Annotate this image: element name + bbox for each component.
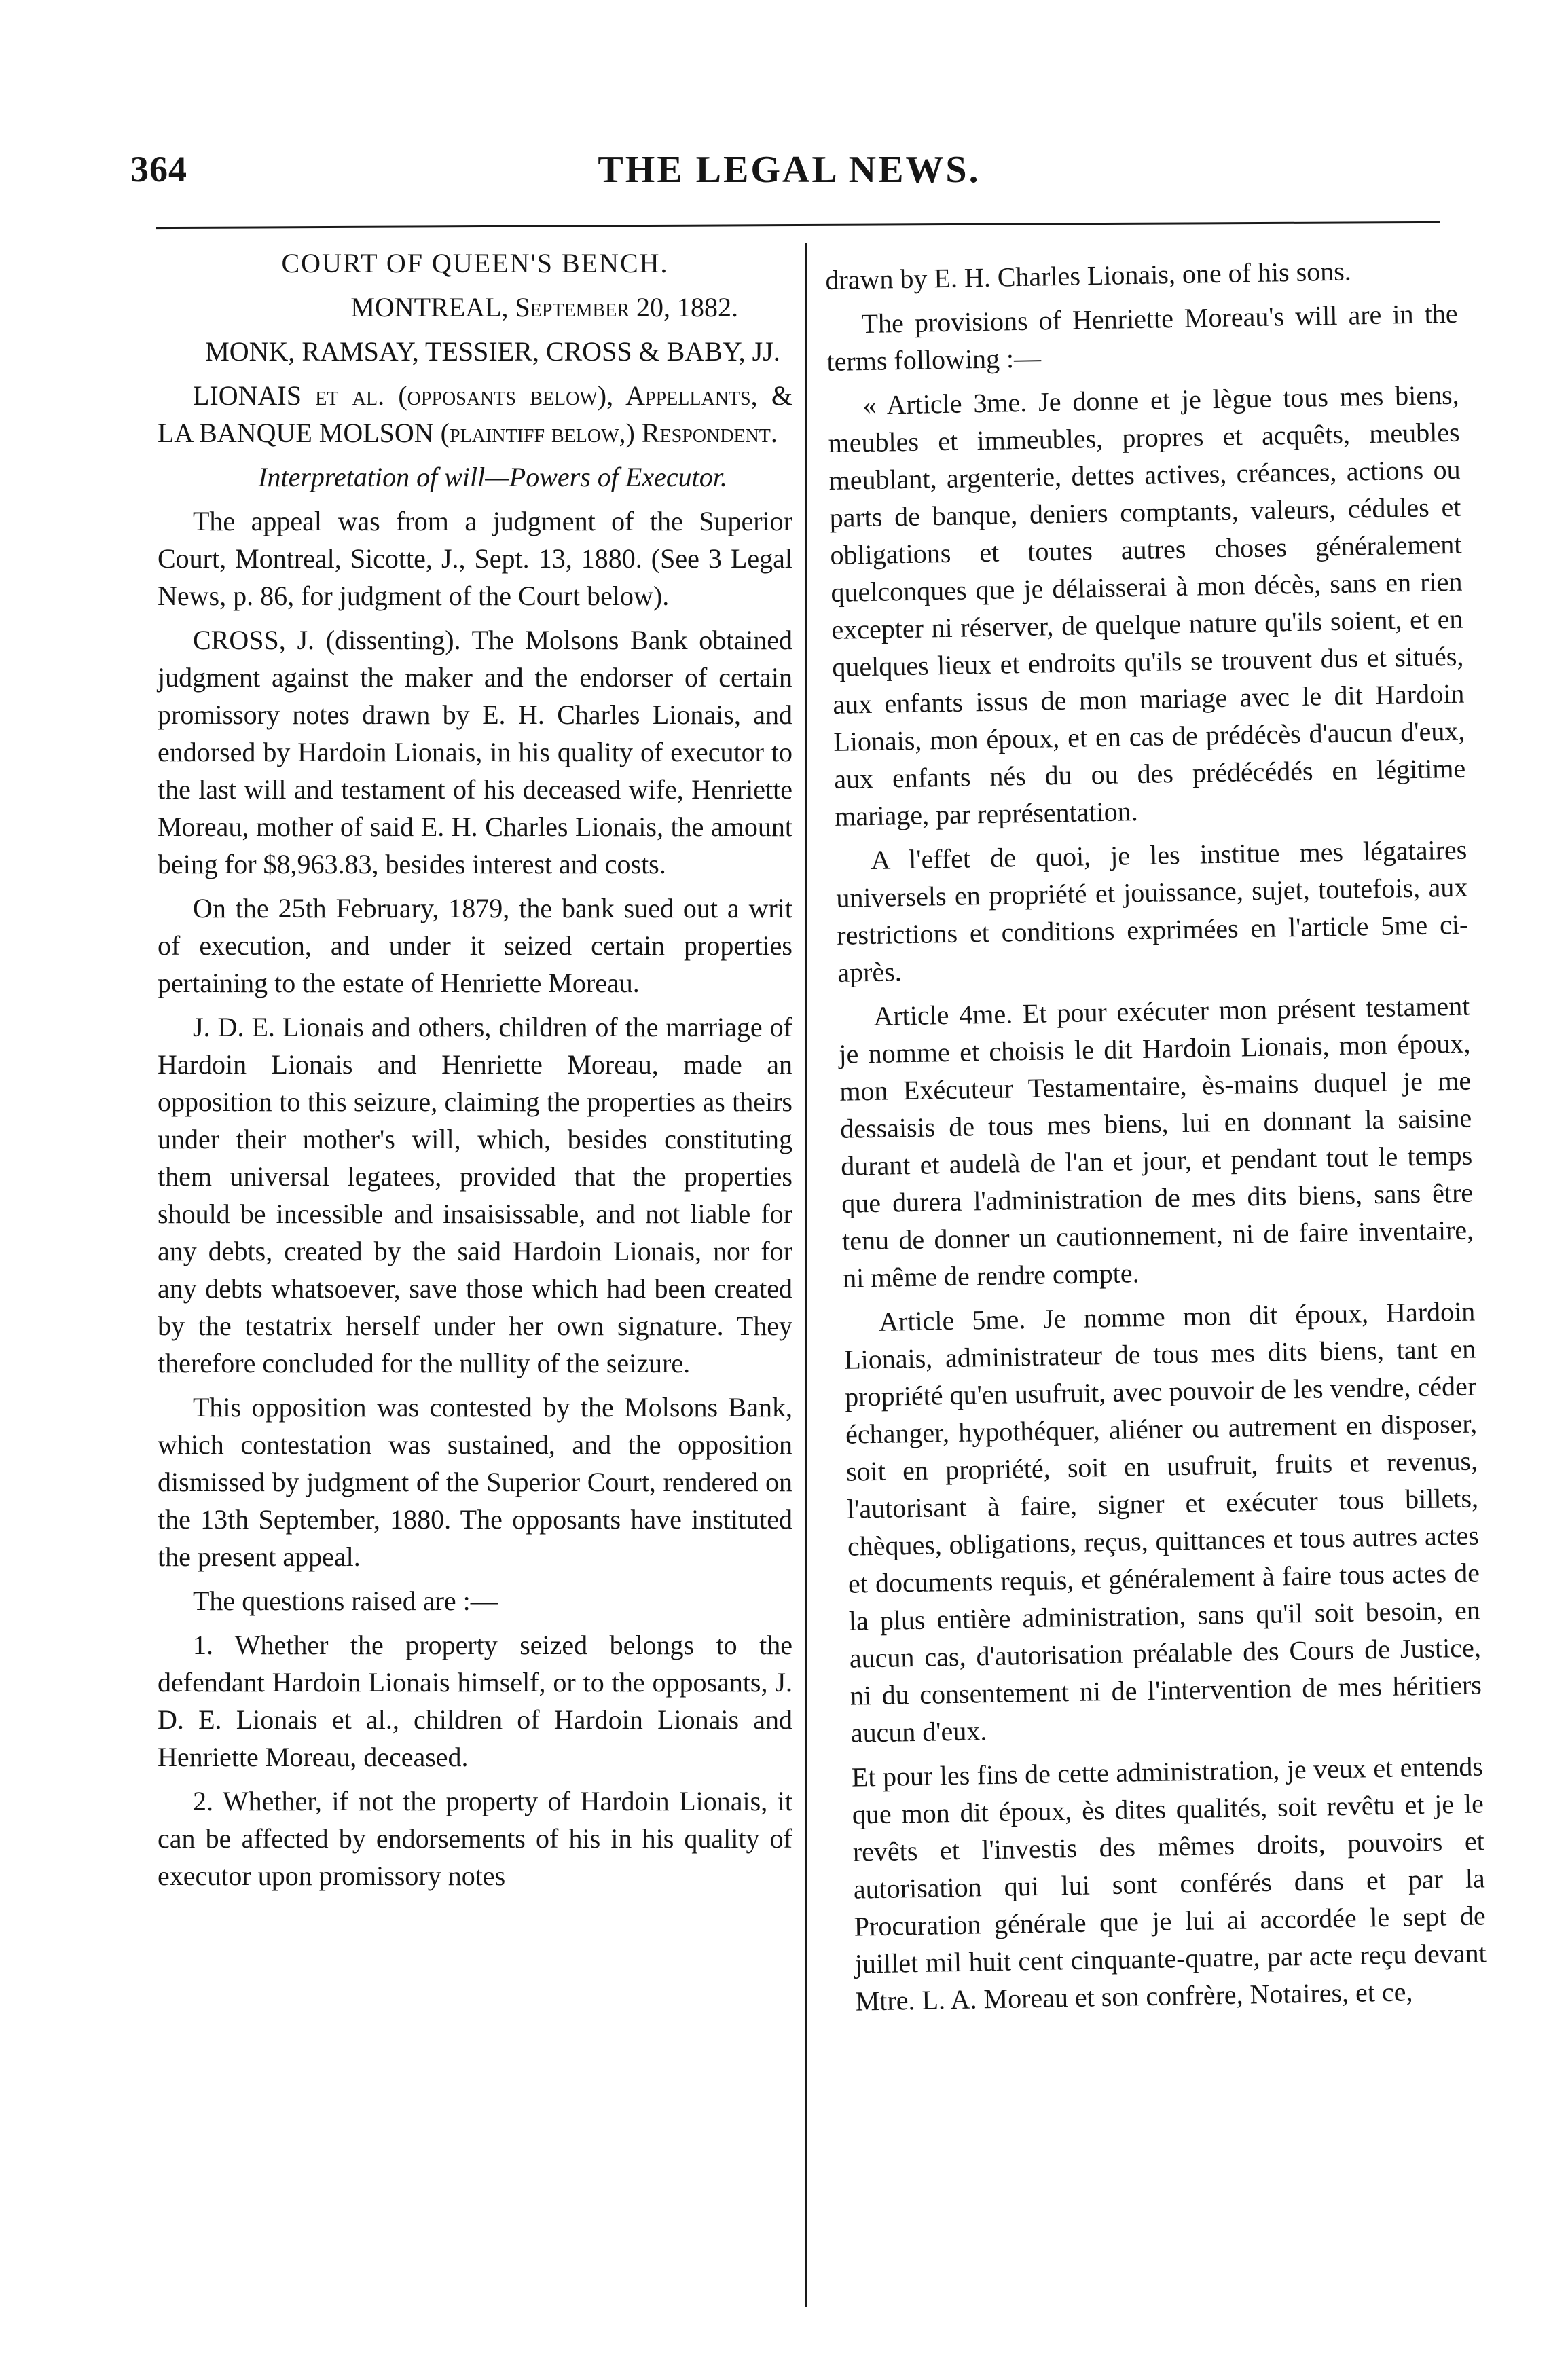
paragraph: This opposition was contested by the Molsons Bank, which contestation was sustained, and the opposition dismissed by judgment of the Superior Court, rendered on the 13th September, 1880. The opposants have instituted the present appeal.: [158, 1392, 792, 1572]
page-header: [130, 148, 1448, 202]
will-article-5: Article 5me. Je nomme mon dit époux, Hardoin Lionais, administrateur de tous mes dits biens, tant en propriété qu'en usufruit, avec pouvoir de les vendre, céder échanger, hypothéquer, aliéner ou autrement en disposer, soit en propriété, soit en usufruit, fruits et revenus, l'autorisant à faire, signer et exécuter tous billets, chèques, obligations, reçus, quittances et tous autres actes et documents requis, et généralement à faire tous actes de la plus entière administration, sans qu'il soit besoin, en aucun cas, d'autorisation préalable des Cours de Justice, ni du consentement ni de l'intervention de mes héritiers aucun d'eux.: [843, 1296, 1482, 1749]
court-heading: COURT OF QUEEN'S BENCH.: [281, 248, 669, 278]
right-column: [825, 251, 1487, 2027]
date-line: MONTREAL, September 20, 1882.: [350, 292, 738, 323]
paragraph: CROSS, J. (dissenting). The Molsons Bank obtained judgment against the maker and the endorser of certain promissory notes drawn by E. H. Charles Lionais, and endorsed by Hardoin Lionais, in his quality of executor to the last will and testament of his deceased wife, Henriette Moreau, mother of said E. H. Charles Lionais, the amount being for $8,963.83, besides interest and costs.: [158, 625, 792, 879]
paragraph: J. D. E. Lionais and others, children of the marriage of Hardoin Lionais and Henriette Moreau, made an opposition to this seizure, claiming the properties as theirs under their mother's will, which, besides constituting them universal legatees, provided that the properties should be incessible and insaisissable, and not liable for any debts, created by the said Hardoin Lionais, nor for any debts whatsoever, save those which had been created by the testatrix herself under her own signature. They therefore concluded for the nullity of the seizure.: [158, 1012, 792, 1378]
will-article-3: « Article 3me. Je donne et je lègue tous mes biens, meubles et immeubles, propres et acquêts, meubles meublant, argenterie, dettes actives, créances, actions ou parts de banque, deniers comptants, valeurs, cédules et obligations et toutes autres choses généralement quelconques que je délaisserai à mon décès, sans en rien excepter ni réserver, de quelque nature qu'ils soient, et en quelques lieux et endroits qu'ils se trouvent dus et situés, aux enfants issus de mon mariage avec le dit Hardoin Lionais, mon époux, et en cas de prédécès d'aucun d'eux, aux enfants nés du ou des prédécédés en légitime mariage, par représentation.: [828, 379, 1466, 832]
column-divider: [805, 243, 807, 2307]
paragraph: A l'effet de quoi, je les institue mes légataires universels en propriété et jouissance, sujet, toutefois, aux restrictions et conditions exprimées en l'article 5me ci-après.: [835, 834, 1469, 988]
question-2: 2. Whether, if not the property of Hardoin Lionais, it can be affected by endorsements of his in his quality of executor upon promissory notes: [158, 1786, 792, 1891]
paragraph: drawn by E. H. Charles Lionais, one of his sons.: [825, 255, 1352, 295]
paragraph: The questions raised are :—: [193, 1586, 498, 1616]
will-article-4: Article 4me. Et pour exécuter mon présent testament je nomme et choisis le dit Hardoin Lionais, mon époux, mon Exécuteur Testamentaire, ès-mains duquel je me dessaisis de tous mes biens, lui en donnant la saisine durant et audelà de l'an et jour, et pendant tout le temps que durera l'administration de mes dits biens, sans être tenu de donner un cautionnement, ni de faire inventaire, ni même de rendre compte.: [838, 990, 1474, 1294]
paragraph: The appeal was from a judgment of the Superior Court, Montreal, Sicotte, J., Sept. 13, 1880. (See 3 Legal News, p. 86, for judgment of the Court below).: [158, 506, 792, 611]
left-column: [158, 244, 792, 1901]
paragraph: The provisions of Henriette Moreau's will are in the terms following :—: [826, 297, 1458, 377]
running-title: THE LEGAL NEWS.: [598, 149, 981, 191]
paragraph: Et pour les fins de cette administration, je veux et entends que mon dit époux, ès dites qualités, soit revêtu et je le revêts et l'investis des mêmes droits, pouvoirs et autorisation qui lui sont conférés dans et par la Procuration générale que je lui ai accordée le sept de juillet mil huit cent cinquante-quatre, par acte reçu devant Mtre. L. A. Moreau et son confrère, Notaires, et ce,: [851, 1751, 1487, 2017]
header-rule: [156, 221, 1440, 229]
judges-line: MONK, RAMSAY, TESSIER, CROSS & BABY, JJ.: [205, 336, 780, 367]
paragraph: On the 25th February, 1879, the bank sued out a writ of execution, and under it seized certain properties pertaining to the estate of Henriette Moreau.: [158, 893, 792, 998]
page-number: 364: [130, 149, 187, 189]
parties: LIONAIS et al. (opposants below), Appellants, & LA BANQUE MOLSON (plaintiff below,) Respondent.: [158, 380, 792, 448]
headnote: Interpretation of will—Powers of Executor.: [258, 462, 727, 492]
question-1: 1. Whether the property seized belongs to the defendant Hardoin Lionais himself, or to the opposants, J. D. E. Lionais et al., children of Hardoin Lionais and Henriette Moreau, deceased.: [158, 1630, 792, 1772]
